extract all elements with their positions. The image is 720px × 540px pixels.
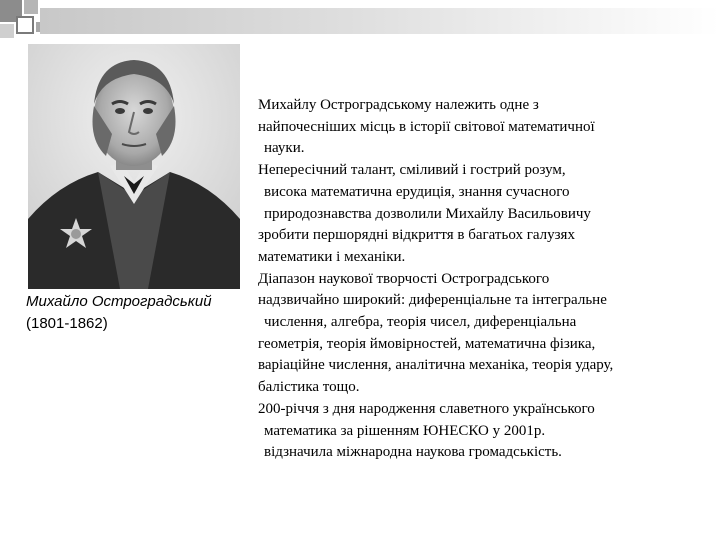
corner-square-light (0, 24, 14, 38)
main-text (258, 95, 708, 464)
text-line: математики і механіки. (258, 248, 406, 265)
text-line: варіаційне числення, аналітична механіка, теорія удару, (258, 357, 614, 374)
text-line: зробити першорядні відкриття в багатьох галузях (258, 227, 575, 244)
text-line: надзвичайно широкий: диференціальне та інтегральне (258, 292, 607, 309)
text-line: природознавства дозволили Михайлу Васильовичу (264, 205, 591, 222)
text-line: відзначила міжнародна наукова громадськість. (264, 444, 562, 461)
portrait-photo (28, 44, 240, 289)
text-line: найпочесніших місць в історії світової математичної (258, 118, 595, 135)
text-line: числення, алгебра, теорія чисел, диференціальна (264, 314, 577, 331)
header-gradient-band (40, 8, 720, 34)
text-line: висока математична ерудиція, знання сучасного (264, 183, 570, 200)
corner-square-medium (24, 0, 38, 14)
text-line: Діапазон наукової творчості Остроградського (258, 270, 550, 287)
text-line: науки. (264, 140, 305, 157)
text-line: балістика тощо. (258, 379, 360, 396)
text-line: математика за рішенням ЮНЕСКО у 2001р. (264, 422, 546, 439)
portrait-caption-name: Михайло Остроградський (26, 293, 212, 310)
corner-square-outlined (16, 16, 34, 34)
text-line: 200-річчя з дня народження славетного українського (258, 400, 595, 417)
text-line: Непересічний талант, сміливий і гострий розум, (258, 162, 566, 179)
text-line: Михайлу Остроградському належить одне з (258, 97, 539, 113)
portrait-caption-years: (1801-1862) (26, 315, 108, 332)
text-line: геометрія, теорія ймовірностей, математична фізика, (258, 335, 596, 352)
